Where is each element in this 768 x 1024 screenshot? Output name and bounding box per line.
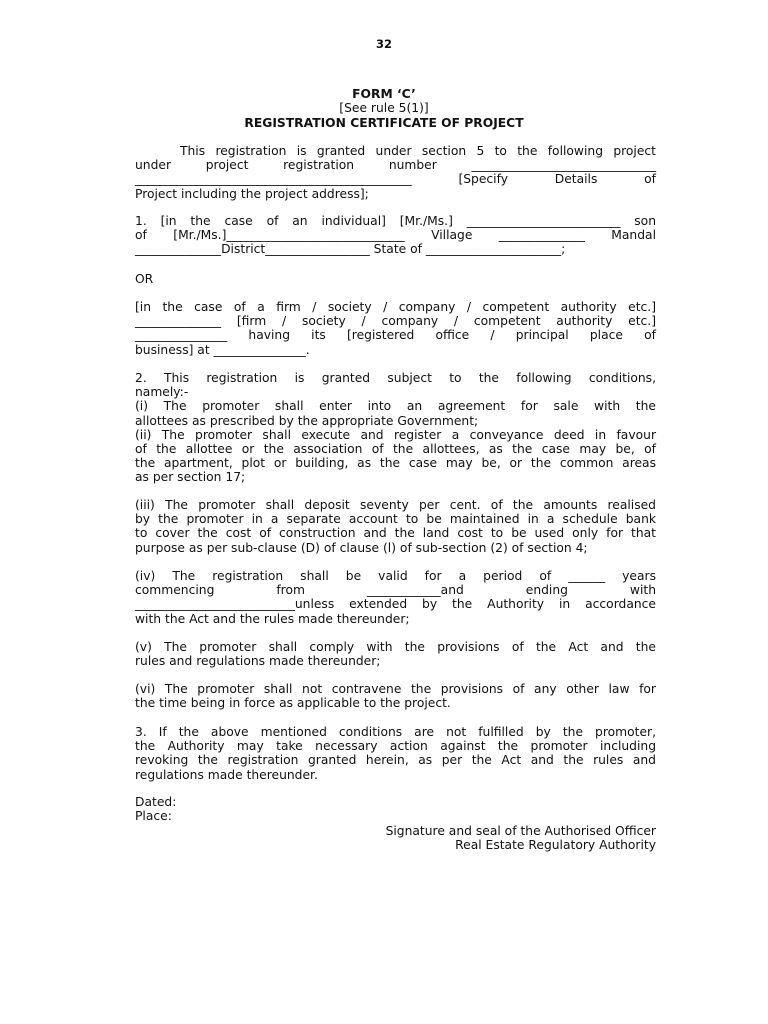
firm-clause bbox=[135, 300, 656, 357]
intro-line: under project registration number ______________________________ bbox=[135, 158, 656, 173]
intro-line: Project including the project address]; bbox=[135, 186, 369, 201]
clause-2-line: namely:- bbox=[135, 385, 189, 400]
condition-vi bbox=[135, 682, 656, 710]
clause-1-line: 1. [in the case of an individual] [Mr./Ms.] _________________________ son bbox=[135, 214, 656, 228]
clause-3-line: revoking the registration granted herein, as per the Act and the rules and bbox=[135, 753, 656, 768]
intro-line: This registration is granted under section 5 to the following project bbox=[180, 144, 656, 158]
clause-1 bbox=[135, 214, 656, 257]
condition-v-line: rules and regulations made thereunder; bbox=[135, 654, 381, 669]
clause-3-line: the Authority may take necessary action against the promoter including bbox=[135, 739, 656, 754]
condition-iv-line: with the Act and the rules made thereunder; bbox=[135, 611, 410, 626]
condition-iv-line: commencing from ____________and ending with bbox=[135, 583, 656, 598]
or-separator: OR bbox=[135, 272, 154, 286]
condition-vi-line: the time being in force as applicable to the project. bbox=[135, 696, 451, 711]
condition-iii-line: to cover the cost of construction and the land cost to be used only for that bbox=[135, 526, 656, 541]
condition-iv-line: __________________________unless extended by the Authority in accordance bbox=[135, 597, 656, 612]
place-label: Place: bbox=[135, 809, 172, 823]
clause-3 bbox=[135, 725, 656, 782]
condition-ii-line: (ii) The promoter shall execute and register a conveyance deed in favour bbox=[135, 427, 656, 442]
clause-3-line: regulations made thereunder. bbox=[135, 767, 318, 782]
form-title: FORM ‘C’ bbox=[352, 87, 416, 101]
condition-iv bbox=[135, 569, 656, 626]
page-number: 32 bbox=[375, 37, 392, 51]
clause-1-line: ______________District_________________ State of ______________________; bbox=[135, 242, 566, 257]
clause-1-line: of [Mr./Ms.]_____________________________ Village ______________ Mandal bbox=[135, 228, 656, 243]
firm-line: ______________ [firm / society / company / competent authority etc.] bbox=[135, 314, 656, 329]
condition-ii-line: as per section 17; bbox=[135, 470, 246, 485]
condition-v-line: (v) The promoter shall comply with the provisions of the Act and the bbox=[135, 640, 656, 654]
condition-iii bbox=[135, 498, 656, 555]
signature-line-2: Real Estate Regulatory Authority bbox=[455, 838, 656, 852]
clause-2 bbox=[135, 371, 656, 485]
clause-3-line: 3. If the above mentioned conditions are not fulfilled by the promoter, bbox=[135, 725, 656, 739]
signature-line-1: Signature and seal of the Authorised Officer bbox=[385, 824, 656, 838]
condition-iii-line: (iii) The promoter shall deposit seventy per cent. of the amounts realised bbox=[135, 498, 656, 512]
condition-ii-line: the apartment, plot or building, as the case may be, or the common areas bbox=[135, 456, 656, 471]
rule-reference: [See rule 5(1)] bbox=[339, 101, 429, 115]
intro-paragraph bbox=[135, 144, 656, 201]
condition-v bbox=[135, 640, 656, 668]
condition-i-line: (i) The promoter shall enter into an agreement for sale with the bbox=[135, 399, 656, 414]
clause-2-line: 2. This registration is granted subject to the following conditions, bbox=[135, 371, 656, 385]
certificate-title: REGISTRATION CERTIFICATE OF PROJECT bbox=[244, 116, 524, 130]
condition-ii-line: of the allottee or the association of the allottees, as the case may be, of bbox=[135, 442, 656, 457]
dated-label: Dated: bbox=[135, 795, 177, 809]
firm-line: [in the case of a firm / society / company / competent authority etc.] bbox=[135, 300, 656, 314]
condition-iii-line: by the promoter in a separate account to be maintained in a schedule bank bbox=[135, 512, 656, 527]
intro-line: _____________________________________________ [Specify Details of bbox=[135, 172, 656, 187]
firm-line: _______________ having its [registered office / principal place of bbox=[135, 328, 656, 343]
condition-i-line: allottees as prescribed by the appropriate Government; bbox=[135, 413, 479, 428]
firm-line: business] at _______________. bbox=[135, 342, 310, 357]
condition-iv-line: (iv) The registration shall be valid for a period of ______ years bbox=[135, 569, 656, 583]
condition-vi-line: (vi) The promoter shall not contravene the provisions of any other law for bbox=[135, 682, 656, 696]
condition-iii-line: purpose as per sub-clause (D) of clause (l) of sub-section (2) of section 4; bbox=[135, 540, 588, 555]
